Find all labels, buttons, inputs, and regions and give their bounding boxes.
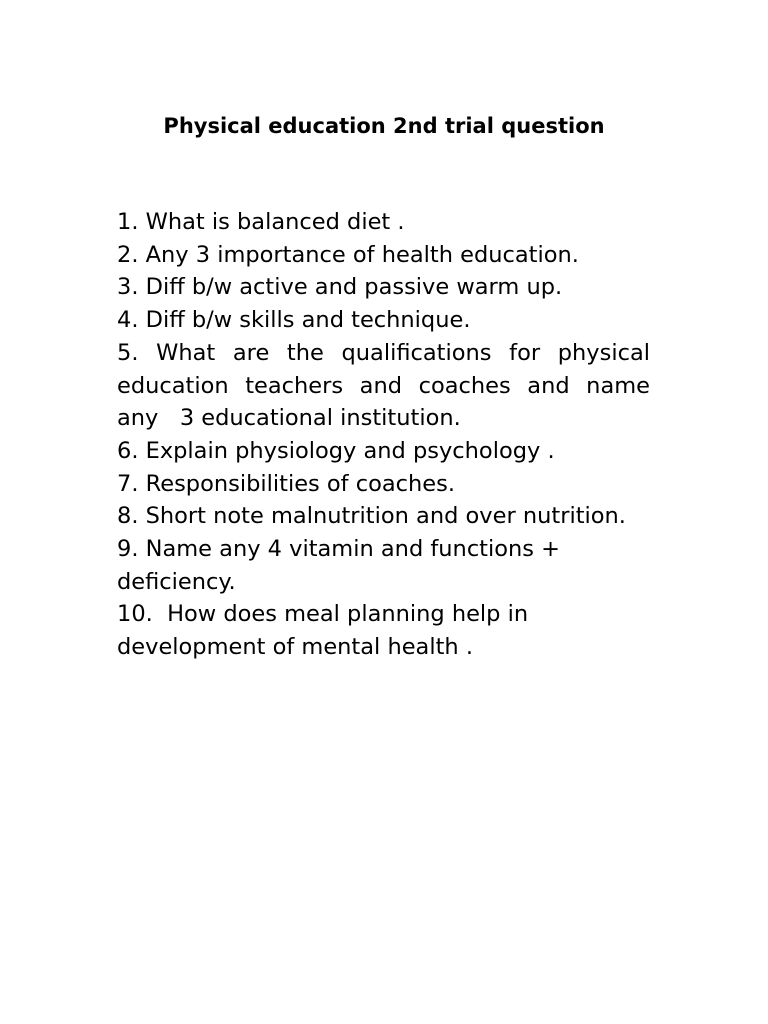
question-list xyxy=(117,206,658,664)
question-item: 4. Diff b/w skills and technique. xyxy=(117,307,471,334)
question-item: 1. What is balanced diet . xyxy=(117,209,405,235)
question-item: 2. Any 3 importance of health education. xyxy=(117,241,579,268)
question-item: 5. What are the qualifications for physical education teachers and coaches and name any 3 educational institution. xyxy=(117,339,658,432)
question-item: 6. Explain physiology and psychology . xyxy=(117,437,555,464)
question-item: 7. Responsibilities of coaches. xyxy=(117,470,456,497)
document-title: Physical education 2nd trial question xyxy=(163,114,605,138)
question-item: 8. Short note malnutrition and over nutrition. xyxy=(117,503,626,530)
question-item: 3. Diff b/w active and passive warm up. xyxy=(117,274,563,301)
question-item: 10. How does meal planning help in development of mental health . xyxy=(117,601,536,661)
question-item: 9. Name any 4 vitamin and functions + deficiency. xyxy=(117,536,561,595)
